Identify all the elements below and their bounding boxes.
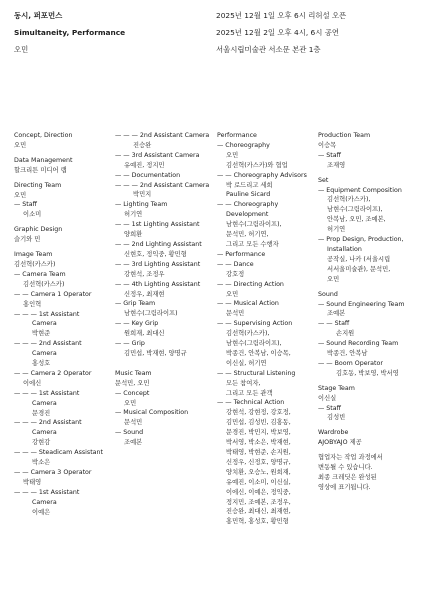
- credit-line: — Lighting Team: [115, 201, 168, 209]
- credit-line: — Choreography: [217, 141, 270, 149]
- credit-line: Set: [318, 176, 329, 184]
- credit-line: — — — 1st Assistant: [14, 488, 80, 496]
- credit-line: 할크리튼 미디어 랩: [14, 166, 67, 174]
- credit-line: 조재영: [327, 161, 346, 169]
- artist-name: 오민: [14, 45, 29, 54]
- credit-line: 협업자는 작업 과정에서: [318, 454, 383, 462]
- credit-line: Stage Team: [318, 384, 355, 392]
- credit-line: — Camera Team: [14, 270, 66, 278]
- credit-line: — Performance: [217, 250, 266, 258]
- credit-line: 허기연: [327, 226, 346, 234]
- credit-line: 문석민: [124, 419, 143, 427]
- credit-line: Camera: [32, 399, 57, 407]
- credits-column-2: [115, 131, 209, 448]
- credit-line: AJOBYAJO 제공: [318, 439, 362, 447]
- credit-line: 이신실: [318, 394, 337, 402]
- credit-line: — — — 2nd Assistant: [14, 419, 82, 427]
- credit-line: — Equipment Composition: [318, 186, 402, 194]
- credit-line: — — Directing Action: [217, 280, 284, 288]
- credit-line: 김선혁(카스카)와 협업: [226, 161, 288, 169]
- credit-line: 신정우, 최재현: [124, 290, 165, 298]
- credit-line: — Sound Recording Team: [318, 340, 399, 348]
- credit-line: 홍성호: [32, 360, 51, 368]
- credit-line: 조예본: [124, 439, 143, 447]
- credit-line: — — Structural Listening: [217, 369, 296, 377]
- credit-line: — — Key Grip: [115, 320, 159, 328]
- credit-line: — — 3rd Assistant Camera: [115, 151, 200, 159]
- credit-line: Sound: [318, 290, 338, 298]
- credit-line: — Sound Engineering Team: [318, 300, 405, 308]
- credit-line: — Prop Design, Production,: [318, 236, 404, 244]
- credit-line: 강현감: [32, 439, 51, 447]
- credit-line: 남현수(그림라이프),: [226, 340, 282, 348]
- credit-line: 김선혁(카스카): [14, 260, 56, 268]
- credit-line: 안복남, 오민, 조예본,: [327, 216, 386, 224]
- credit-line: — Sound: [115, 429, 144, 437]
- credit-line: 김선혁(카스카),: [226, 330, 270, 338]
- credit-line: 진승완, 최대신, 최재현,: [226, 508, 291, 516]
- credit-line: 김민섭, 김성빈, 김홍동,: [226, 419, 291, 427]
- credit-line: 서서울미술관), 문석민,: [327, 265, 391, 273]
- credit-line: 오민: [14, 191, 27, 199]
- credit-line: 문석민: [226, 310, 245, 318]
- credit-line: 박태영, 박현준, 손지원,: [226, 449, 291, 456]
- credit-line: — — 1st Lighting Assistant: [115, 221, 200, 229]
- credit-line: Pauline Sicard: [226, 191, 271, 199]
- credit-line: — Concept: [115, 389, 150, 397]
- credit-line: 유예진, 이소미, 이신실,: [226, 478, 291, 486]
- credits-column-1: [14, 131, 103, 518]
- credit-line: 홍인혁: [23, 300, 42, 308]
- credit-line: — Staff: [318, 151, 341, 159]
- credit-line: 조예본: [327, 310, 346, 318]
- credit-line: — — — 2nd Assistant: [14, 340, 82, 348]
- credit-line: 문석민, 오민: [115, 379, 150, 387]
- credit-line: — Grip Team: [115, 300, 156, 308]
- title-english: Simultaneity, Performance: [14, 28, 126, 37]
- credit-line: 박민지: [133, 191, 152, 199]
- credit-line: 허기연: [124, 211, 143, 219]
- credit-line: Installation: [327, 245, 362, 253]
- credit-line: 박종건, 안복남: [327, 350, 368, 358]
- credit-line: 박서영, 박소은, 박재현,: [226, 439, 291, 447]
- credit-line: — — Staff: [318, 320, 350, 328]
- credit-line: 오민: [327, 275, 340, 283]
- credit-line: 이승목: [318, 141, 337, 149]
- credit-line: — — — Steadicam Assistant: [14, 449, 103, 457]
- credit-line: 문경진: [32, 409, 51, 417]
- credit-line: Image Team: [14, 251, 53, 259]
- credit-line: 남현수(그림라이프): [124, 310, 178, 318]
- credit-line: 유예진, 정지민: [124, 161, 165, 169]
- credit-line: 변동될 수 있습니다.: [318, 464, 373, 472]
- credit-line: — — 2nd Lighting Assistant: [115, 240, 202, 248]
- credit-line: 이예은: [32, 508, 51, 516]
- credit-line: 양치환, 오승노, 원희재,: [226, 468, 291, 476]
- credit-line: 강현석, 조정우: [124, 270, 165, 278]
- credit-line: 김선혁(카스카): [23, 280, 65, 288]
- credit-line: — Staff: [14, 201, 37, 209]
- credit-line: 영상에 표기됩니다.: [318, 483, 371, 491]
- credits-column-4: [318, 131, 405, 493]
- credit-line: — — Supervising Action: [217, 320, 293, 328]
- title-korean: 동시, 퍼포먼스: [14, 11, 63, 20]
- credit-line: Production Team: [318, 132, 371, 139]
- credit-line: 양희환: [124, 231, 143, 239]
- credit-line: Development: [226, 211, 269, 219]
- credit-line: — — 4th Lighting Assistant: [115, 280, 201, 288]
- credit-line: Concept, Direction: [14, 132, 73, 139]
- credit-line: 김민섭, 박재현, 양명규: [124, 349, 187, 357]
- credit-line: — — — 1st Assistant: [14, 389, 80, 397]
- credit-line: 원희재, 최대신: [124, 330, 165, 338]
- credit-line: 이소미: [23, 211, 42, 219]
- credit-line: 박 로드리고 세희: [226, 181, 273, 189]
- credit-line: 남현수(그림라이프),: [226, 221, 282, 229]
- credit-line: — — — 1st Assistant: [14, 310, 80, 318]
- credit-line: 오민: [124, 399, 137, 407]
- credit-line: — — Choreography: [217, 201, 279, 209]
- credit-line: 홍민혁, 홍성호, 황민형: [226, 518, 289, 526]
- credits-column-3: [217, 131, 307, 527]
- credit-line: — — Camera 2 Operator: [14, 369, 92, 377]
- credit-line: — — Technical Action: [217, 399, 285, 407]
- credit-line: 박태영: [23, 478, 42, 486]
- credit-line: 문경진, 박민지, 박보영,: [226, 429, 291, 437]
- credit-line: — Staff: [318, 404, 341, 412]
- credit-line: — — Musical Action: [217, 300, 279, 308]
- credit-line: Camera: [32, 429, 57, 437]
- credit-line: 이에신: [23, 379, 42, 387]
- credit-line: 이신실, 허기연: [226, 359, 267, 367]
- credit-line: 김선혁(카스카),: [327, 196, 371, 204]
- credit-line: Directing Team: [14, 181, 62, 189]
- credit-line: — — — 2nd Assistant Camera: [115, 181, 210, 189]
- credit-line: Wardrobe: [318, 429, 349, 437]
- credit-line: — — Choreography Advisors: [217, 171, 307, 179]
- credit-line: Data Management: [14, 156, 73, 164]
- credit-line: 슬기와 민: [14, 236, 41, 244]
- credit-line: 신현호, 정익중, 황민형: [124, 250, 187, 258]
- credit-line: Camera: [32, 320, 57, 328]
- credit-line: 박현준: [32, 330, 51, 338]
- credit-line: 진승완: [133, 141, 152, 149]
- credit-line: 최종 크레딧은 완성된: [318, 474, 377, 481]
- credit-line: 김성빈: [327, 414, 346, 422]
- credit-line: 정지민, 조예본, 조정우,: [226, 498, 291, 506]
- credit-line: 박소은: [32, 459, 51, 467]
- credit-line: 오민: [14, 141, 27, 149]
- credit-line: — — Boom Operator: [318, 359, 383, 367]
- credit-line: 그리고 모든 관객: [226, 389, 273, 397]
- credit-line: 손지원: [336, 330, 355, 338]
- credit-line: — Musical Composition: [115, 409, 189, 417]
- credit-line: Performance: [217, 132, 257, 139]
- credit-line: — — Camera 3 Operator: [14, 469, 92, 476]
- credit-line: Camera: [32, 350, 57, 358]
- credit-line: 김호동, 박보영, 박서영: [336, 369, 399, 377]
- credit-line: 그리고 모든 수행자: [226, 240, 279, 248]
- credit-line: 박종건, 안복남, 이승목,: [226, 349, 291, 357]
- credit-line: 공작실, 나카 (서울시립: [327, 255, 391, 263]
- credit-line: 오민: [226, 151, 239, 159]
- credit-line: 모든 참여자,: [226, 379, 261, 387]
- rehearsal-date: 2025년 12월 1일 오후 6시 리허설 오픈: [216, 11, 347, 20]
- credit-line: Music Team: [115, 369, 152, 377]
- credit-line: — — — 2nd Assistant Camera: [115, 132, 210, 139]
- venue: 서울시립미술관 서소문 본관 1층: [216, 45, 321, 54]
- credit-line: 남현수(그림라이프),: [327, 206, 383, 214]
- credit-line: 신정우, 신정호, 양명규,: [226, 458, 291, 466]
- credit-line: Camera: [32, 498, 57, 506]
- performance-date: 2025년 12월 2일 오후 4시, 6시 공연: [216, 28, 340, 37]
- credit-line: — — Camera 1 Operator: [14, 290, 92, 298]
- credit-line: — — Documentation: [115, 171, 181, 179]
- credit-line: 오민: [226, 290, 239, 298]
- credit-line: — — Dance: [217, 260, 254, 268]
- credit-line: — — Grip: [115, 340, 145, 348]
- credit-line: 이에신, 이예은, 정익중,: [226, 488, 291, 496]
- credit-line: 강현석, 강현정, 강호정,: [226, 409, 291, 417]
- credit-line: Graphic Design: [14, 226, 63, 234]
- credit-line: — — 3rd Lighting Assistant: [115, 260, 201, 268]
- credit-line: 문석민, 허기연,: [226, 231, 269, 239]
- credit-line: 강호정: [226, 270, 245, 278]
